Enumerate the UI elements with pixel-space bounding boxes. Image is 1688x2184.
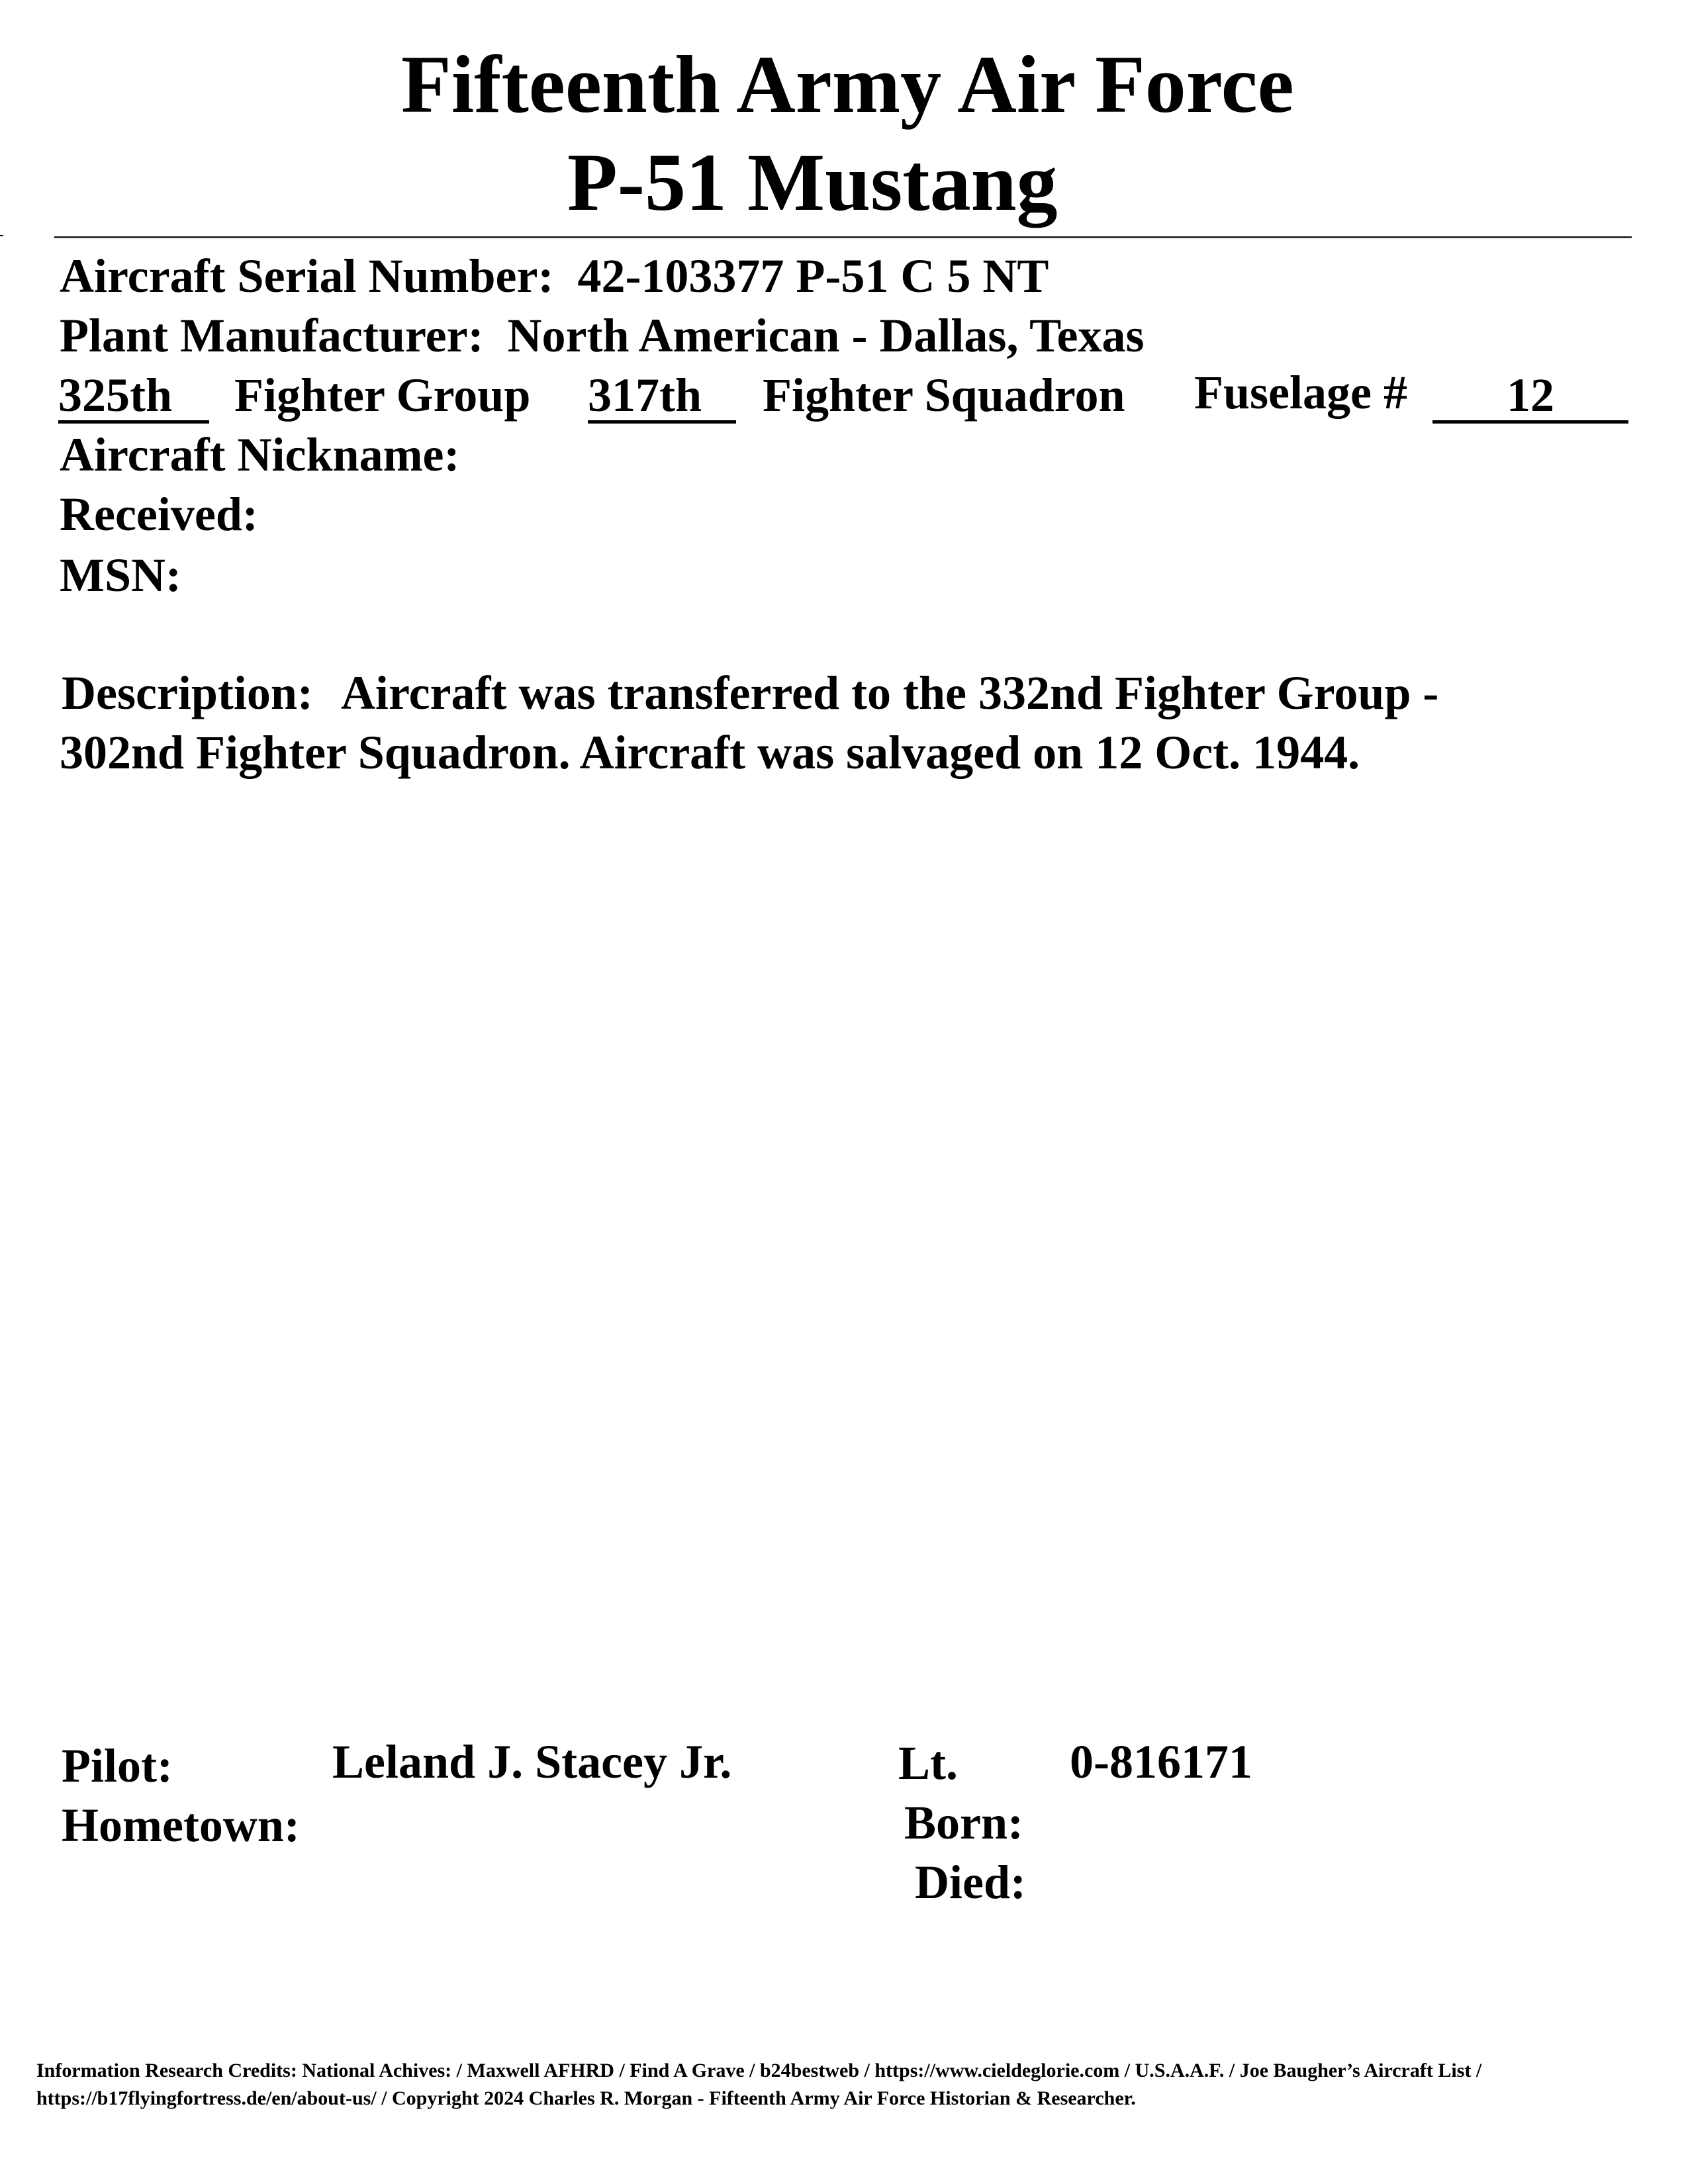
fighter-squadron-value-box [588,371,736,424]
page-title: Fifteenth Army Air Force [401,39,1294,130]
serial-number-row [60,252,1049,300]
manufacturer-value: North American - Dallas, Texas [507,309,1145,362]
header-divider [54,236,1632,238]
nickname-label: Aircraft Nickname: [60,428,460,481]
page-subtitle: P-51 Mustang [567,137,1058,228]
died-label: Died: [915,1856,1026,1909]
pilot-service-number: 0-816171 [1070,1735,1252,1788]
fighter-squadron-label: Fighter Squadron [763,369,1125,422]
fuselage-value: 12 [1507,369,1554,422]
manufacturer-label: Plant Manufacturer: [60,309,484,362]
credits-line-1: Information Research Credits: National Achives: / Maxwell AFHRD / Find A Grave / b24bestweb / https://www.cieldeglorie.com / U.S.A.A.F. / Joe Baugher’s Aircraft List / [36,2060,1482,2081]
born-label: Born: [904,1796,1023,1849]
fuselage-value-box [1432,371,1628,424]
fighter-group-value: 325th [58,369,173,422]
fighter-group-label: Fighter Group [234,369,531,422]
margin-mark [0,235,3,236]
serial-number-label: Aircraft Serial Number: [60,250,554,302]
fuselage-label: Fuselage # [1194,366,1407,419]
serial-number-value: 42-103377 P-51 C 5 NT [577,250,1049,302]
description-line-1 [62,666,1439,719]
msn-label: MSN: [60,549,181,602]
pilot-label: Pilot: [62,1739,173,1792]
fighter-group-value-box [58,371,209,424]
description-label: Description: [62,666,313,719]
description-text-1: Aircraft was transferred to the 332nd Fighter Group - [340,666,1439,719]
pilot-rank: Lt. [898,1737,958,1790]
fighter-squadron-value: 317th [588,369,702,422]
credits-line-2: https://b17flyingfortress.de/en/about-us/ / Copyright 2024 Charles R. Morgan - Fifteenth Army Air Force Historian & Researcher. [36,2087,1136,2109]
hometown-label: Hometown: [62,1799,300,1852]
description-text-2: 302nd Fighter Squadron. Aircraft was salvaged on 12 Oct. 1944. [60,726,1360,779]
group-row [58,366,1634,424]
received-label: Received: [60,488,258,541]
manufacturer-row [60,309,1145,362]
pilot-name: Leland J. Stacey Jr. [332,1735,732,1788]
